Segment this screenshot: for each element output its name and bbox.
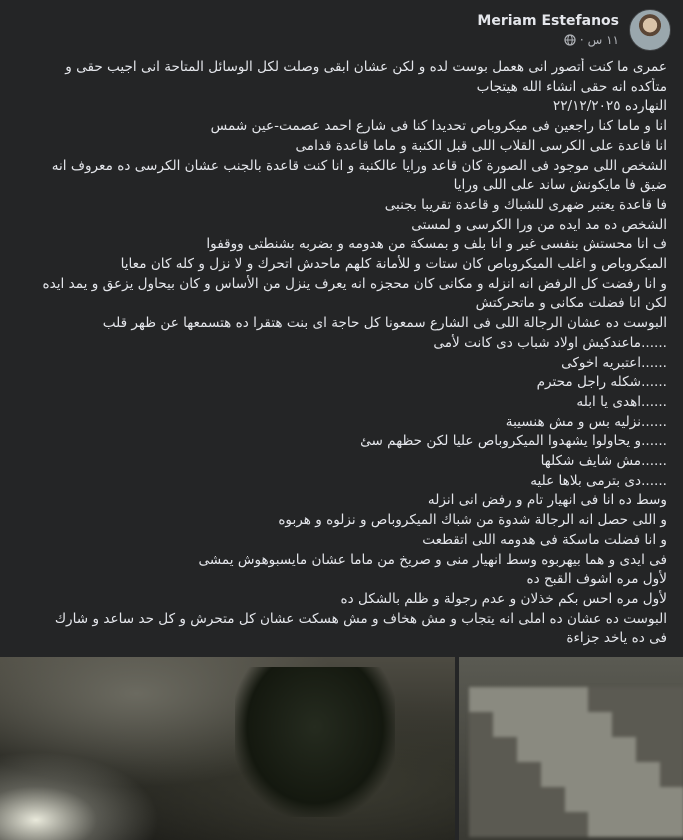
post-body-line: ......ماعندكيش اولاد شباب دى كانت لأمى: [433, 334, 667, 351]
mosaic-cell: [588, 787, 612, 812]
mosaic-cell: [636, 712, 660, 737]
post-body-line: البوست ده عشان الرجالة اللى فى الشارع سمعونا كل حاجة اى بنت هتقرا ده هتسمعها عن ظهر قلب: [102, 315, 667, 332]
post-body-line: ......اعتبريه اخوكى: [561, 354, 667, 371]
street-photo[interactable]: [0, 657, 455, 840]
post-header: [12, 8, 671, 52]
mosaic-cell: [469, 787, 493, 812]
mosaic-cell: [588, 687, 612, 712]
mosaic-cell: [565, 737, 589, 762]
post-body-line: و انا رفضت كل الرفض انه انزله و مكانى كان محجزه انه يعرف ينزل من الأساس و كان بيحاول يزعق و يمد ايده: [42, 275, 667, 292]
post-photo[interactable]: [0, 657, 683, 840]
mosaic-cell: [541, 787, 565, 812]
mosaic-cell: [517, 787, 541, 812]
post-body-line: انا و ماما كنا راجعين فى ميكروباص تحديدا كنا فى شارع احمد عصمت-عين شمس: [210, 118, 667, 135]
photo-lights: [0, 740, 180, 840]
mosaic-cell: [636, 812, 660, 837]
mosaic-cell: [565, 762, 589, 787]
mosaic-cell: [565, 687, 589, 712]
photo-tree: [235, 667, 395, 817]
mosaic-cell: [493, 737, 517, 762]
mosaic-cell: [660, 762, 683, 787]
mosaic-cell: [636, 762, 660, 787]
mosaic-cell: [517, 687, 541, 712]
post-body-line: متأكده انه حقى انشاء الله هيتجاب: [476, 78, 667, 95]
mosaic-cell: [660, 712, 683, 737]
mosaic-cell: [612, 737, 636, 762]
post-meta: [477, 12, 619, 48]
post-body-line: النهارده ٢٢/١٢/٢٠٢٥: [552, 98, 667, 115]
post-body-line: عمرى ما كنت أتصور انى هعمل بوست لده و لكن عشان ابقى وصلت لكل الوسائل المتاحة انى اجيب حقى و: [65, 59, 667, 75]
post-body-line: فى ده ياخد جزاءة: [566, 630, 667, 647]
mosaic-cell: [636, 737, 660, 762]
post-body-line: و اللى حصل انه الرجالة شدوة من شباك الميكروباص و نزلوه و هربوه: [278, 512, 667, 529]
pixelation-mosaic: [469, 687, 683, 837]
post-body-line: فا قاعدة يعتبر ضهرى للشباك و قاعدة تقريبا بجنبى: [384, 196, 667, 213]
post-body-line: و انا فضلت ماسكة فى هدومه اللى اتقطعت: [422, 531, 667, 548]
author-avatar[interactable]: [629, 9, 671, 51]
mosaic-cell: [541, 737, 565, 762]
mosaic-cell: [565, 812, 589, 837]
mosaic-cell: [541, 762, 565, 787]
pixelated-photo[interactable]: [459, 657, 683, 840]
mosaic-cell: [565, 787, 589, 812]
mosaic-cell: [469, 737, 493, 762]
post-body-line: ......و يحاولوا يشهدوا الميكروباص عليا لكن حظهم سئ: [360, 433, 667, 450]
mosaic-cell: [660, 812, 683, 837]
post-body-line: البوست ده عشان ده املى انه يتجاب و مش هخاف و مش هسكت عشان كل متحرش و كل حد ساعد و شارك: [54, 610, 667, 627]
mosaic-cell: [541, 687, 565, 712]
mosaic-cell: [493, 687, 517, 712]
post-body-line: ......شكله راجل محترم: [536, 374, 667, 391]
author-name[interactable]: Meriam Estefanos: [477, 13, 619, 29]
mosaic-cell: [612, 687, 636, 712]
mosaic-cell: [636, 787, 660, 812]
post-body-line: انا قاعدة على الكرسى القلاب اللى قبل الكنبة و ماما قاعدة قدامى: [295, 137, 667, 154]
mosaic-cell: [660, 787, 683, 812]
mosaic-cell: [493, 812, 517, 837]
post-body-line: الشخص ده مد ايده من ورا الكرسى و لمستى: [411, 216, 667, 233]
post-body-line: لكن انا فضلت مكانى و ماتحركتش: [475, 295, 667, 312]
post-body-line: وسط ده انا فى انهيار تام و رفض انى انزله: [427, 492, 667, 509]
mosaic-cell: [660, 737, 683, 762]
mosaic-cell: [588, 812, 612, 837]
post-body-line: ......دى بترمى بلاها عليه: [530, 472, 667, 489]
mosaic-cell: [517, 712, 541, 737]
mosaic-cell: [612, 812, 636, 837]
post-body-line: ف انا محستش بنفسى غير و انا بلف و بمسكة من هدومه و بضربه بشنطتى ووقفوا: [206, 236, 667, 253]
mosaic-cell: [493, 712, 517, 737]
separator-dot: ·: [579, 33, 584, 47]
mosaic-cell: [517, 762, 541, 787]
post-body-line: فى ايدى و هما بيهربوه وسط انهيار منى و صريخ من ماما عشان مايسبوهوش يمشى: [198, 551, 667, 568]
mosaic-cell: [517, 737, 541, 762]
post-body-line: لأول مره احس بكم خذلان و عدم رجولة و ظلم بالشكل ده: [340, 590, 667, 607]
mosaic-cell: [469, 687, 493, 712]
post-body-line: الشخص اللى موجود فى الصورة كان قاعد ورايا عالكنبة و انا كنت قاعدة بالجنب عشان الكرسى ده معروف انه: [51, 157, 667, 174]
mosaic-cell: [517, 812, 541, 837]
mosaic-cell: [660, 687, 683, 712]
post-body: [16, 58, 667, 649]
mosaic-cell: [469, 712, 493, 737]
post-body-line: ضيق فا مايكونش ساند على اللى ورايا: [453, 177, 667, 194]
mosaic-cell: [541, 812, 565, 837]
mosaic-cell: [469, 762, 493, 787]
post-body-line: ......مش شايف شكلها: [540, 453, 667, 470]
mosaic-cell: [612, 762, 636, 787]
post-body-line: لأول مره اشوف القبح ده: [526, 571, 667, 588]
mosaic-cell: [612, 712, 636, 737]
globe-icon[interactable]: [564, 34, 576, 46]
mosaic-cell: [469, 812, 493, 837]
mosaic-cell: [565, 712, 589, 737]
mosaic-cell: [493, 762, 517, 787]
mosaic-cell: [541, 712, 565, 737]
post-body-line: الميكروباص و اغلب الميكروباص كان ستات و للأمانة كلهم ماحدش اتحرك و لا نزل و كله كان معايا: [120, 256, 667, 273]
mosaic-cell: [636, 687, 660, 712]
mosaic-cell: [588, 737, 612, 762]
post-subline: [477, 32, 619, 48]
post-body-line: ......اهدى يا ابله: [576, 393, 667, 410]
post-body-line: ......نزليه بس و مش هنسيبة: [505, 413, 667, 430]
mosaic-cell: [612, 787, 636, 812]
mosaic-cell: [493, 787, 517, 812]
mosaic-cell: [588, 762, 612, 787]
post-time[interactable]: ١١ س: [587, 33, 619, 47]
mosaic-cell: [588, 712, 612, 737]
